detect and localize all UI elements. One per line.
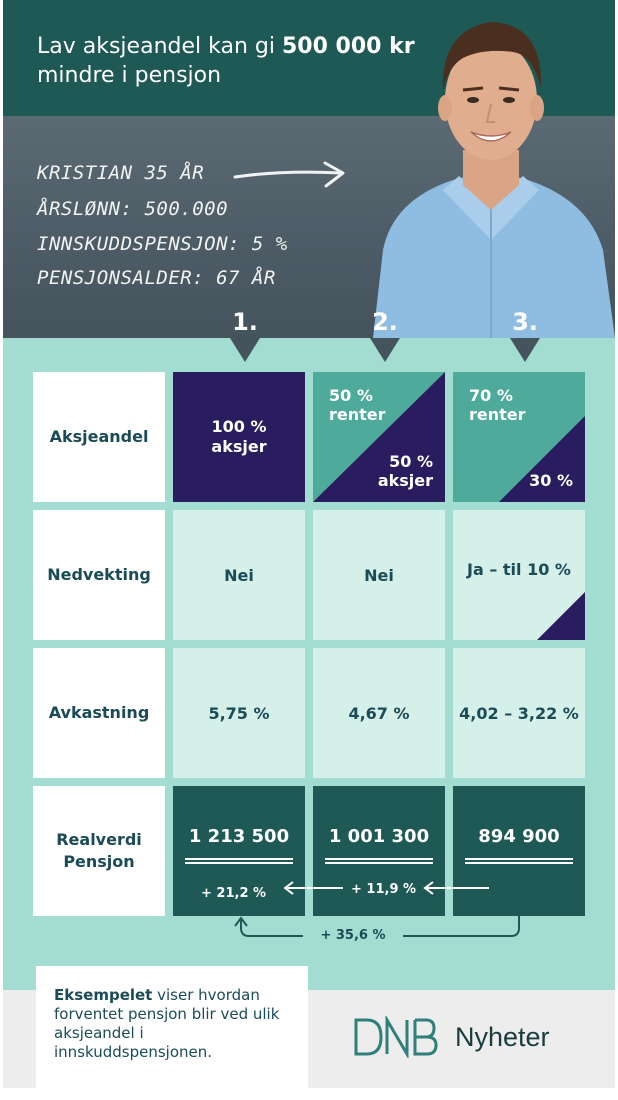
row-label-line2: Pensjon — [63, 852, 135, 871]
diff-1-vs-2: + 21,2 % — [201, 886, 267, 901]
row-label-aksjeandel — [33, 372, 165, 502]
headline-bold: 500 000 kr — [281, 34, 415, 59]
brand-name: Nyheter — [455, 1021, 550, 1052]
allocation-cell-1 — [173, 372, 305, 502]
realverdi-3-value: 894 900 — [478, 826, 560, 847]
step-3-label: 3. — [512, 308, 538, 336]
row-label-text: Aksjeandel — [49, 427, 149, 446]
nedvekting-cell-2 — [313, 510, 445, 640]
allocation-2-renter: 50 % renter — [329, 386, 386, 424]
note-bold: Eksempelet — [54, 986, 153, 1004]
avkastning-cell-3 — [453, 648, 585, 778]
comparison-arrows-icon — [273, 876, 493, 900]
row-label-text: Nedvekting — [47, 565, 151, 584]
allocation-cell-3 — [453, 372, 585, 502]
nedvekting-2-text: Nei — [364, 565, 394, 585]
nedvekting-3-text: Ja – til 10 % — [467, 559, 571, 579]
double-underline — [465, 858, 573, 864]
note-text: viser hvordan forventet pensjon blir ved ulik aksjeandel i innskuddspensjonen. — [54, 986, 280, 1061]
step-1-pointer-icon — [230, 338, 260, 362]
infographic — [3, 0, 615, 1100]
step-1-label: 1. — [232, 308, 258, 336]
realverdi-2-value: 1 001 300 — [328, 826, 430, 847]
avkastning-cell-1 — [173, 648, 305, 778]
nedvekting-cell-3 — [453, 510, 585, 640]
step-2-pointer-icon — [370, 338, 400, 362]
allocation-3-renter: 70 % renter — [469, 386, 526, 424]
allocation-1-text: 100 % aksjer — [211, 417, 267, 456]
brand — [353, 1016, 550, 1058]
corner-triangle-graphic — [537, 592, 585, 640]
chalk-line-contribution: INNSKUDDSPENSJON: 5 % — [37, 233, 288, 255]
chalk-arrow-icon — [233, 160, 349, 190]
allocation-cell-2 — [313, 372, 445, 502]
headline — [37, 32, 415, 90]
step-3-pointer-icon — [510, 338, 540, 362]
headline-part2: mindre i pensjon — [37, 63, 222, 88]
chalk-line-name: KRISTIAN 35 ÅR — [37, 162, 205, 184]
diff-1-vs-3: + 35,6 % — [303, 928, 403, 943]
chalk-line-retirement-age: PENSJONSALDER: 67 ÅR — [37, 267, 276, 289]
realverdi-1-value: 1 213 500 — [188, 826, 290, 847]
nedvekting-cell-1 — [173, 510, 305, 640]
avkastning-2-text: 4,67 % — [348, 703, 410, 723]
row-label-line1: Realverdi — [56, 830, 142, 849]
double-underline — [185, 858, 293, 864]
avkastning-3-text: 4,02 – 3,22 % — [459, 703, 579, 723]
allocation-3-aksjer: 30 % — [529, 471, 573, 490]
chalk-line-salary: ÅRSLØNN: 500.000 — [37, 198, 229, 220]
example-note — [36, 966, 308, 1088]
row-label-text: Avkastning — [48, 703, 150, 722]
headline-part1: Lav aksjeandel kan gi — [37, 34, 282, 59]
allocation-2-aksjer: 50 % aksjer — [377, 452, 433, 490]
row-label-realverdi — [33, 786, 165, 916]
double-underline — [325, 858, 433, 864]
dnb-logo-icon — [353, 1016, 439, 1058]
avkastning-1-text: 5,75 % — [208, 703, 270, 723]
avkastning-cell-2 — [313, 648, 445, 778]
row-label-avkastning — [33, 648, 165, 778]
step-2-label: 2. — [372, 308, 398, 336]
person-illustration — [363, 0, 615, 338]
nedvekting-1-text: Nei — [224, 565, 254, 585]
row-label-nedvekting — [33, 510, 165, 640]
diff-2-vs-3: + 11,9 % — [351, 882, 417, 897]
